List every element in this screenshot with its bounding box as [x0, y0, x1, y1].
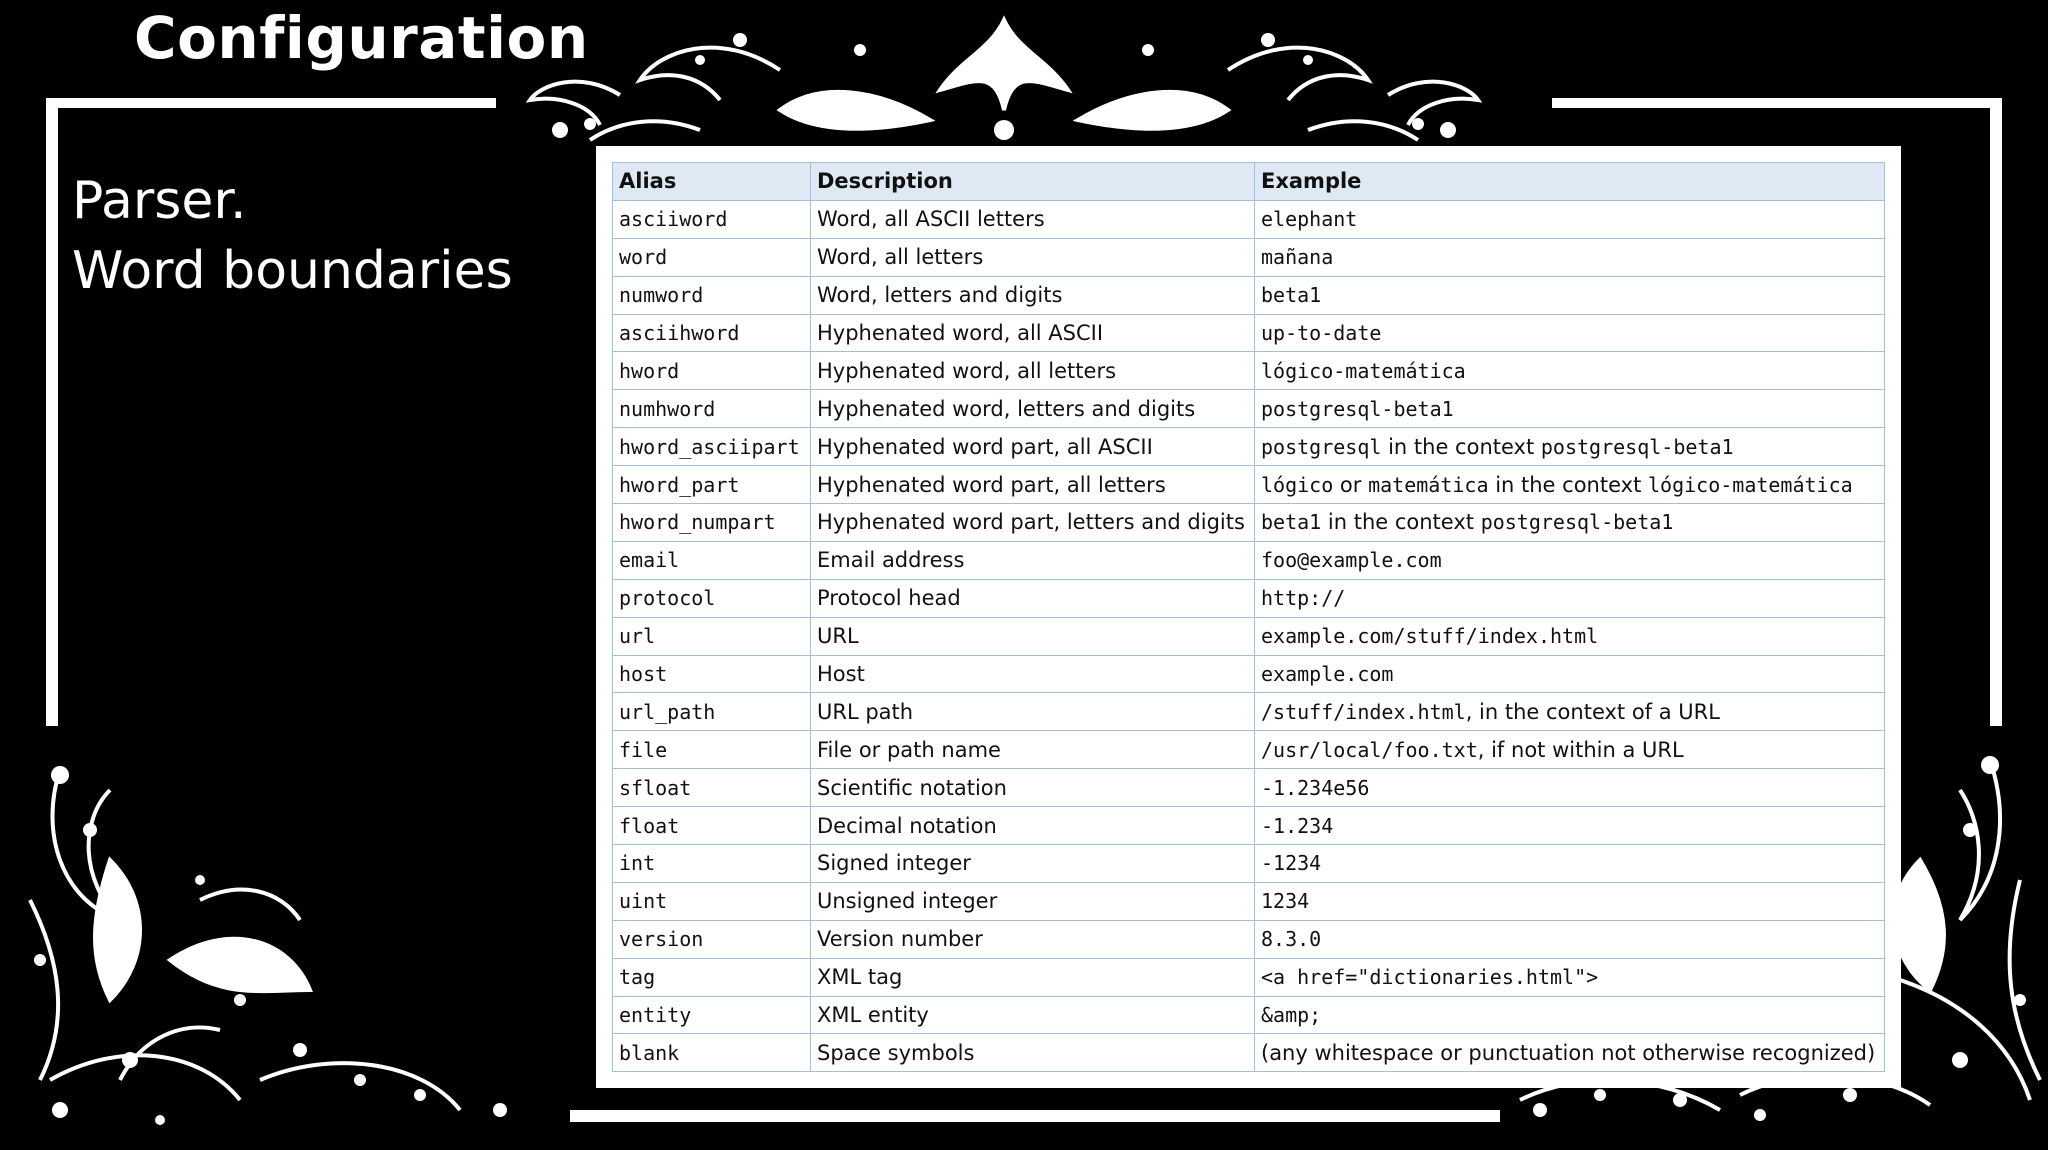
cell-example: [1255, 731, 1885, 769]
cell-example: [1255, 314, 1885, 352]
example-segment: elephant: [1261, 207, 1358, 232]
example-segment: in the context: [1488, 472, 1648, 497]
cell-alias: blank: [613, 1034, 811, 1072]
table-row: [613, 996, 1885, 1034]
slide-subtitle: [72, 166, 513, 306]
cell-example: [1255, 238, 1885, 276]
table-row: [613, 769, 1885, 807]
example-segment: example.com: [1261, 662, 1394, 687]
example-segment: -1234: [1261, 851, 1322, 876]
table-row: [613, 541, 1885, 579]
cell-description: Word, letters and digits: [811, 276, 1255, 314]
cell-example: [1255, 845, 1885, 883]
cell-example: [1255, 920, 1885, 958]
cell-alias: hword_part: [613, 466, 811, 504]
cell-example: [1255, 504, 1885, 542]
example-segment: lógico: [1261, 472, 1334, 497]
cell-description: Hyphenated word part, all ASCII: [811, 428, 1255, 466]
example-segment: , if not within a URL: [1477, 737, 1684, 762]
example-segment: example.com/stuff/index.html: [1261, 624, 1599, 649]
cell-description: URL path: [811, 693, 1255, 731]
cell-description: Word, all ASCII letters: [811, 200, 1255, 238]
cell-alias: asciiword: [613, 200, 811, 238]
cell-description: Hyphenated word part, all letters: [811, 466, 1255, 504]
cell-alias: int: [613, 845, 811, 883]
table-row: [613, 352, 1885, 390]
cell-alias: uint: [613, 882, 811, 920]
example-segment: in the context: [1381, 434, 1541, 459]
cell-example: [1255, 1034, 1885, 1072]
cell-alias: url: [613, 617, 811, 655]
subtitle-line-word-boundaries: Word boundaries: [72, 241, 513, 301]
cell-description: XML entity: [811, 996, 1255, 1034]
cell-description: File or path name: [811, 731, 1255, 769]
example-segment: beta1: [1261, 283, 1322, 308]
cell-alias: hword: [613, 352, 811, 390]
example-segment: &amp;: [1261, 1003, 1322, 1028]
table-row: [613, 390, 1885, 428]
example-segment: 1234: [1261, 889, 1310, 914]
example-segment: mañana: [1261, 245, 1334, 270]
cell-description: URL: [811, 617, 1255, 655]
example-segment: -1.234: [1261, 813, 1334, 838]
cell-example: [1255, 996, 1885, 1034]
table-row: [613, 617, 1885, 655]
bottom-left-ornament: [30, 770, 460, 1110]
example-segment: beta1: [1261, 510, 1322, 535]
cell-description: Email address: [811, 541, 1255, 579]
cell-alias: url_path: [613, 693, 811, 731]
token-types-table: [612, 162, 1885, 1072]
cell-example: [1255, 769, 1885, 807]
cell-example: [1255, 466, 1885, 504]
cell-alias: word: [613, 238, 811, 276]
cell-description: Scientific notation: [811, 769, 1255, 807]
cell-example: [1255, 390, 1885, 428]
example-segment: foo@example.com: [1261, 548, 1442, 573]
table-row: [613, 238, 1885, 276]
cell-example: [1255, 807, 1885, 845]
cell-alias: float: [613, 807, 811, 845]
subtitle-line-parser: Parser.: [72, 171, 247, 231]
cell-example: [1255, 693, 1885, 731]
cell-alias: asciihword: [613, 314, 811, 352]
cell-alias: email: [613, 541, 811, 579]
cell-description: Signed integer: [811, 845, 1255, 883]
slide-title: Configuration: [134, 4, 589, 72]
example-segment: postgresql: [1261, 434, 1382, 459]
cell-example: [1255, 617, 1885, 655]
table-row: [613, 200, 1885, 238]
table-row: [613, 958, 1885, 996]
cell-alias: sfloat: [613, 769, 811, 807]
cell-alias: file: [613, 731, 811, 769]
example-segment: matemática: [1368, 472, 1489, 497]
table-row: [613, 276, 1885, 314]
example-segment: in the context: [1321, 510, 1481, 535]
header-alias: Alias: [613, 163, 811, 201]
header-description: Description: [811, 163, 1255, 201]
example-segment: up-to-date: [1261, 321, 1382, 345]
token-types-table-card: [596, 146, 1901, 1088]
cell-alias: protocol: [613, 579, 811, 617]
table-row: [613, 920, 1885, 958]
table-row: [613, 807, 1885, 845]
example-segment: 8.3.0: [1261, 927, 1322, 952]
cell-example: [1255, 428, 1885, 466]
example-segment: http://: [1261, 586, 1346, 611]
cell-example: [1255, 958, 1885, 996]
example-segment: <a href="dictionaries.html">: [1261, 965, 1599, 990]
cell-example: [1255, 882, 1885, 920]
cell-example: [1255, 655, 1885, 693]
cell-description: Protocol head: [811, 579, 1255, 617]
table-header-row: [613, 163, 1885, 201]
table-row: [613, 655, 1885, 693]
cell-alias: entity: [613, 996, 811, 1034]
table-row: [613, 693, 1885, 731]
cell-example: [1255, 579, 1885, 617]
example-segment: (any whitespace or punctuation not otherwise recognized): [1261, 1040, 1876, 1065]
cell-example: [1255, 352, 1885, 390]
example-segment: postgresql-beta1: [1540, 434, 1734, 459]
example-segment: /stuff/index.html: [1261, 699, 1466, 724]
table-row: [613, 504, 1885, 542]
example-segment: postgresql-beta1: [1261, 396, 1454, 421]
cell-example: [1255, 541, 1885, 579]
cell-alias: hword_numpart: [613, 504, 811, 542]
cell-alias: host: [613, 655, 811, 693]
table-body: [613, 200, 1885, 1071]
cell-alias: numword: [613, 276, 811, 314]
example-segment: or: [1333, 472, 1369, 497]
table-row: [613, 882, 1885, 920]
table-row: [613, 466, 1885, 504]
cell-description: Hyphenated word, all ASCII: [811, 314, 1255, 352]
cell-description: Word, all letters: [811, 238, 1255, 276]
cell-alias: hword_asciipart: [613, 428, 811, 466]
table-row: [613, 579, 1885, 617]
cell-description: Version number: [811, 920, 1255, 958]
cell-alias: numhword: [613, 390, 811, 428]
cell-description: Space symbols: [811, 1034, 1255, 1072]
cell-description: Unsigned integer: [811, 882, 1255, 920]
cell-description: XML tag: [811, 958, 1255, 996]
example-segment: , in the context of a URL: [1465, 699, 1720, 724]
example-segment: -1.234e56: [1261, 775, 1370, 800]
cell-description: Hyphenated word, all letters: [811, 352, 1255, 390]
cell-description: Decimal notation: [811, 807, 1255, 845]
example-segment: lógico-matemática: [1261, 358, 1466, 383]
cell-description: Hyphenated word, letters and digits: [811, 390, 1255, 428]
header-example: Example: [1255, 163, 1885, 201]
table-row: [613, 845, 1885, 883]
cell-description: Hyphenated word part, letters and digits: [811, 504, 1255, 542]
cell-alias: version: [613, 920, 811, 958]
table-row: [613, 428, 1885, 466]
cell-alias: tag: [613, 958, 811, 996]
table-row: [613, 314, 1885, 352]
example-segment: lógico-matemática: [1647, 472, 1853, 497]
cell-example: [1255, 200, 1885, 238]
cell-example: [1255, 276, 1885, 314]
example-segment: /usr/local/foo.txt: [1261, 737, 1478, 762]
example-segment: postgresql-beta1: [1480, 510, 1674, 535]
table-row: [613, 731, 1885, 769]
table-row: [613, 1034, 1885, 1072]
cell-description: Host: [811, 655, 1255, 693]
